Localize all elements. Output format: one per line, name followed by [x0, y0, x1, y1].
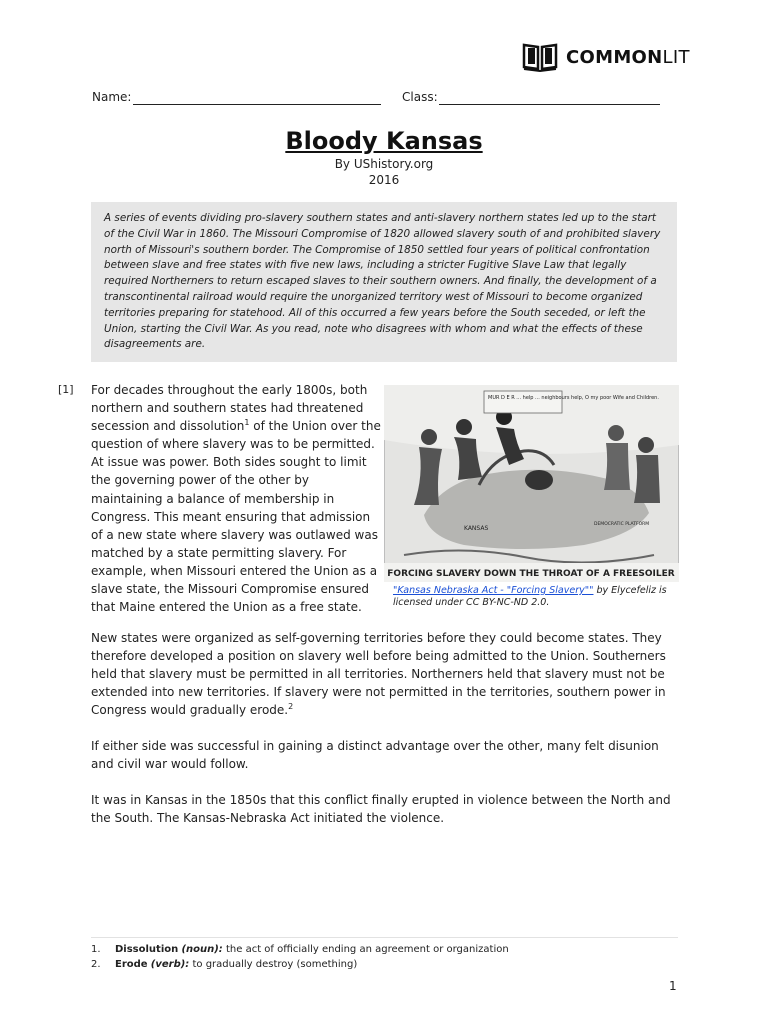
paragraph-2	[91, 629, 681, 719]
footnote-divider	[91, 937, 678, 938]
footnote-term: Dissolution	[115, 944, 179, 955]
image-caption	[393, 585, 683, 609]
footnote-number: 1.	[91, 944, 101, 955]
name-field-line[interactable]	[133, 104, 381, 105]
brand-name: COMMONLIT	[566, 46, 690, 68]
name-label: Name:	[92, 90, 132, 104]
footnote-definition: the act of officially ending an agreement or organization	[222, 944, 509, 955]
byline: By UShistory.org	[334, 157, 434, 171]
paragraph-2-text: New states were organized as self-governing territories before they could become states. They therefore developed a position on slavery well before being admitted to the Union. Southerners held that slavery must be permitted in all territories. Northerners held that slavery must not be extended into new territories. If slavery were not permitted in the territories, southern power in Congress would gradually erode.	[91, 631, 666, 718]
footnotes	[91, 942, 509, 972]
image-license-text: by Elycefeliz is licensed under CC BY-NC-ND 2.0.	[393, 585, 667, 608]
commonlit-logo	[522, 42, 690, 72]
page-title: Bloody Kansas	[285, 127, 483, 155]
publication-year: 2016	[368, 173, 400, 187]
footnote-item	[91, 957, 509, 972]
class-label: Class:	[402, 90, 438, 104]
paragraph-1-text-b: of the Union over the question of where slavery was to be permitted. At issue was power. Both sides sought to limit the governing power of the other by maintaining a balance of membership in Congress. This meant ensuring that admission of a new state where slavery was outlawed was matched by a state permitting slavery. For example, when Missouri entered the Union as a slave state, the Missouri Compromise ensured that Maine entered the Union as a free state.	[91, 419, 381, 615]
class-field-line[interactable]	[439, 104, 660, 105]
intro-text: A series of events dividing pro-slavery southern states and anti-slavery northern states led up to the start of the Civil War in 1860. The Missouri Compromise of 1820 allowed slavery south of and prohibited slavery north of Missouri's southern border. The Compromise of 1850 settled four years of political confrontation between slave and free states with five new laws, including a stricter Fugitive Slave Law that legally required Northerners to return escaped slaves to their southern owners. And finally, the development of a transcontinental railroad would require the unorganized territory west of Missouri to become organized territories preparing for statehood. All of this occurred a few years before the South seceded, or left the Union, starting the Civil War. As you read, note who disagrees with whom and what the effects of these disagreements are.	[104, 212, 661, 351]
cartoon-label-kansas: KANSAS	[464, 525, 489, 532]
page-number: 1	[669, 979, 677, 993]
cartoon-sign-text: MUR D E R ... help ... neighbours help, O my poor Wife and Children.	[488, 395, 659, 401]
footnote-part-of-speech: (noun):	[181, 944, 223, 955]
cartoon-illustration	[384, 385, 679, 582]
intro-box	[91, 202, 677, 362]
paragraph-4: It was in Kansas in the 1850s that this conflict finally erupted in violence between the North and the South. The Kansas-Nebraska Act initiated the violence.	[91, 793, 671, 826]
footnote-definition: to gradually destroy (something)	[189, 959, 358, 970]
political-cartoon-image	[384, 385, 679, 582]
cartoon-label-platform: DEMOCRATIC PLATFORM	[594, 522, 650, 527]
footnote-number: 2.	[91, 959, 101, 970]
footnote-term: Erode	[115, 959, 148, 970]
footnote-item	[91, 942, 509, 957]
image-source-link[interactable]: "Kansas Nebraska Act - "Forcing Slavery""	[393, 585, 594, 596]
paragraph-number: [1]	[58, 383, 74, 396]
paragraph-1-text-a: For decades throughout the early 1800s, both northern and southern states had threatened secession and dissolution	[91, 383, 368, 434]
paragraph-1	[91, 381, 381, 616]
open-book-icon	[522, 42, 558, 72]
cartoon-caption-text: FORCING SLAVERY DOWN THE THROAT OF A FREESOILER	[387, 569, 675, 579]
paragraph-3: If either side was successful in gaining a distinct advantage over the other, many felt disunion and civil war would follow.	[91, 739, 659, 772]
footnote-part-of-speech: (verb):	[150, 959, 190, 970]
footnote-ref-2[interactable]: 2	[288, 702, 294, 712]
footnote-ref-1[interactable]: 1	[244, 418, 250, 428]
